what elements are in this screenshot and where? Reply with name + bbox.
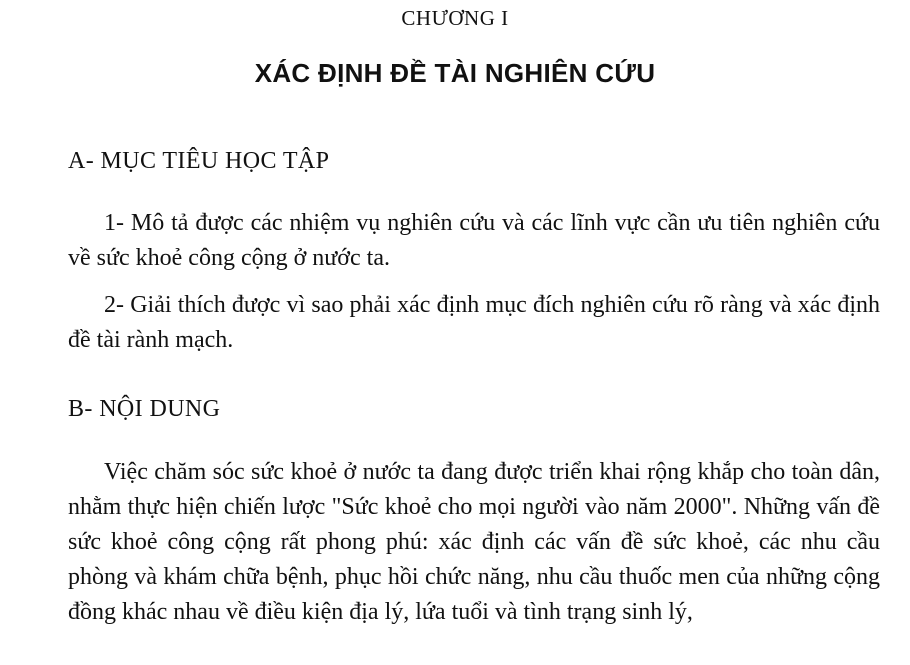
section-heading-objectives: A- MỤC TIÊU HỌC TẬP (68, 148, 330, 174)
chapter-label: CHƯƠNG I (401, 6, 509, 30)
objective-item-2: 2- Giải thích được vì sao phải xác định mục đích nghiên cứu rõ ràng và xác định đề tài rành mạch. (68, 292, 880, 353)
section-heading-content: B- NỘI DUNG (68, 396, 221, 422)
chapter-title: XÁC ĐỊNH ĐỀ TÀI NGHIÊN CỨU (254, 58, 656, 88)
content-paragraph: Việc chăm sóc sức khoẻ ở nước ta đang được triển khai rộng khắp cho toàn dân, nhằm thực hiện chiến lược "Sức khoẻ cho mọi người vào năm 2000". Những vấn đề sức khoẻ công cộng rất phong phú: xác định các vấn đề sức khoẻ, các nhu cầu phòng và khám chữa bệnh, phục hồi chức năng, nhu cầu thuốc men của những cộng đồng khác nhau về điều kiện địa lý, lứa tuổi và tình trạng sinh lý, (68, 459, 880, 625)
objective-item-1: 1- Mô tả được các nhiệm vụ nghiên cứu và các lĩnh vực cần ưu tiên nghiên cứu về sức khoẻ công cộng ở nước ta. (68, 210, 880, 271)
